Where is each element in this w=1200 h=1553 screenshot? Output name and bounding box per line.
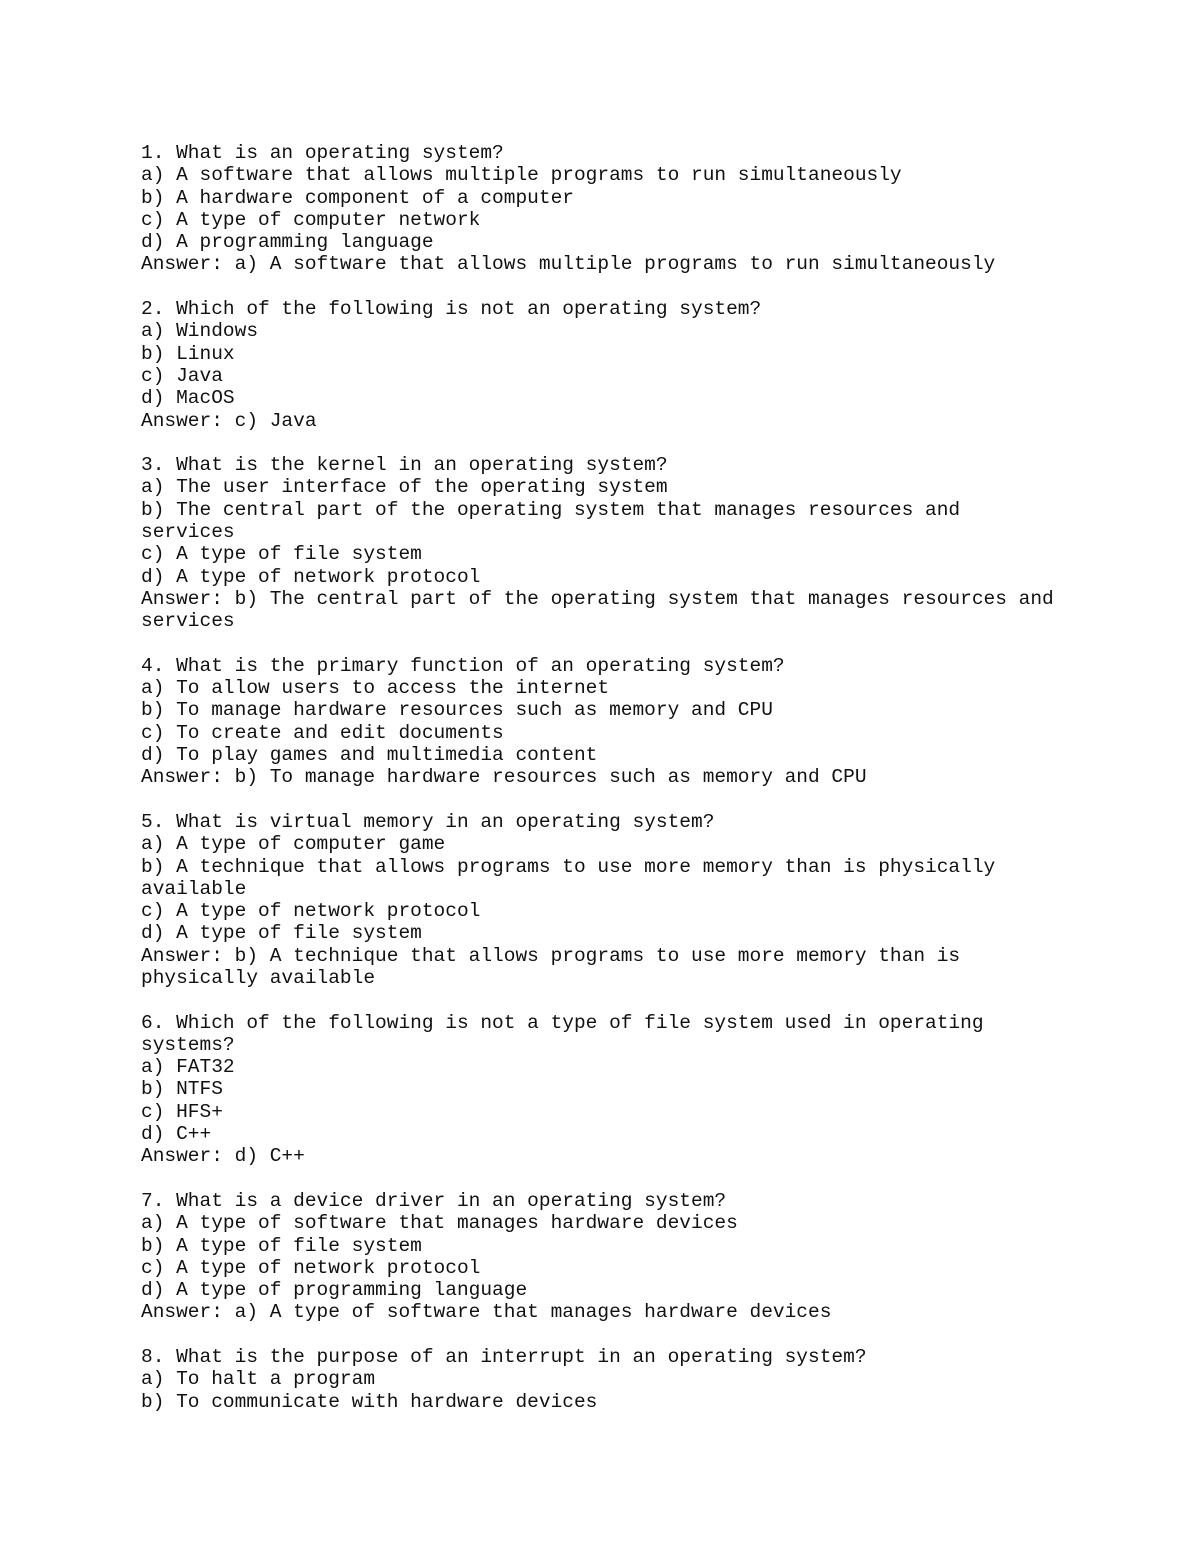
- block-spacer: [141, 432, 1141, 454]
- block-spacer: [141, 1168, 1141, 1190]
- option-a: a) FAT32: [141, 1056, 235, 1079]
- option-b: b) A technique that allows programs to use more memory than is physically: [141, 855, 996, 878]
- option-a: a) A type of software that manages hardware devices: [141, 1212, 738, 1235]
- question-text: 7. What is a device driver in an operating system?: [141, 1189, 727, 1212]
- block-spacer: [141, 789, 1141, 811]
- answer-line-continued: services: [141, 610, 235, 633]
- block-spacer: [141, 1324, 1141, 1346]
- option-b: b) NTFS: [141, 1078, 223, 1101]
- question-text: 6. Which of the following is not a type of file system used in operating: [141, 1011, 984, 1034]
- option-b: b) To manage hardware resources such as memory and CPU: [141, 699, 773, 722]
- answer-line: Answer: a) A type of software that manages hardware devices: [141, 1301, 832, 1324]
- option-d: d) A type of file system: [141, 922, 422, 945]
- option-d: d) A type of network protocol: [141, 565, 481, 588]
- option-d: d) C++: [141, 1123, 212, 1146]
- answer-line: Answer: b) The central part of the operating system that manages resources and: [141, 587, 1054, 610]
- answer-line: Answer: b) A technique that allows programs to use more memory than is: [141, 944, 961, 967]
- option-c: c) To create and edit documents: [141, 721, 504, 744]
- option-c: c) A type of computer network: [141, 208, 481, 231]
- option-b: b) To communicate with hardware devices: [141, 1390, 598, 1413]
- question-text-continued: systems?: [141, 1033, 235, 1056]
- answer-line-continued: physically available: [141, 966, 376, 989]
- option-a: a) The user interface of the operating system: [141, 476, 668, 499]
- option-b: b) The central part of the operating system that manages resources and: [141, 498, 961, 521]
- question-block-2: [141, 298, 1141, 432]
- question-text: 3. What is the kernel in an operating system?: [141, 454, 668, 477]
- option-d: d) To play games and multimedia content: [141, 744, 598, 767]
- question-block-8: [141, 1346, 1141, 1413]
- question-block-4: [141, 655, 1141, 789]
- option-a: a) A type of computer game: [141, 833, 446, 856]
- question-text: 4. What is the primary function of an operating system?: [141, 654, 785, 677]
- option-d: d) A type of programming language: [141, 1279, 528, 1302]
- option-c: c) A type of file system: [141, 543, 422, 566]
- question-block-5: [141, 811, 1141, 989]
- option-c: c) A type of network protocol: [141, 1256, 481, 1279]
- question-text: 1. What is an operating system?: [141, 142, 504, 164]
- answer-line: Answer: c) Java: [141, 409, 317, 432]
- block-spacer: [141, 989, 1141, 1011]
- quiz-content: [141, 142, 1141, 1413]
- option-c: c) A type of network protocol: [141, 900, 481, 923]
- option-a: a) To allow users to access the internet: [141, 677, 610, 700]
- question-text: 5. What is virtual memory in an operating system?: [141, 810, 715, 833]
- question-block-7: [141, 1190, 1141, 1324]
- answer-line: Answer: a) A software that allows multiple programs to run simultaneously: [141, 253, 996, 276]
- option-b-continued: services: [141, 521, 235, 544]
- option-b: b) A hardware component of a computer: [141, 186, 574, 209]
- question-block-3: [141, 454, 1141, 632]
- option-b: b) A type of file system: [141, 1234, 422, 1257]
- block-spacer: [141, 276, 1141, 298]
- option-b: b) Linux: [141, 342, 235, 365]
- answer-line: Answer: d) C++: [141, 1145, 305, 1168]
- option-a: a) A software that allows multiple programs to run simultaneously: [141, 164, 902, 187]
- question-text: 2. Which of the following is not an operating system?: [141, 298, 762, 321]
- option-d: d) A programming language: [141, 231, 434, 254]
- option-b-continued: available: [141, 877, 247, 900]
- question-block-6: [141, 1012, 1141, 1168]
- question-block-1: [141, 142, 1141, 276]
- block-spacer: [141, 633, 1141, 655]
- answer-line: Answer: b) To manage hardware resources such as memory and CPU: [141, 766, 867, 789]
- option-d: d) MacOS: [141, 387, 235, 410]
- option-c: c) Java: [141, 364, 223, 387]
- question-text: 8. What is the purpose of an interrupt in an operating system?: [141, 1346, 867, 1369]
- option-a: a) Windows: [141, 320, 259, 343]
- option-c: c) HFS+: [141, 1100, 223, 1123]
- option-a: a) To halt a program: [141, 1368, 376, 1391]
